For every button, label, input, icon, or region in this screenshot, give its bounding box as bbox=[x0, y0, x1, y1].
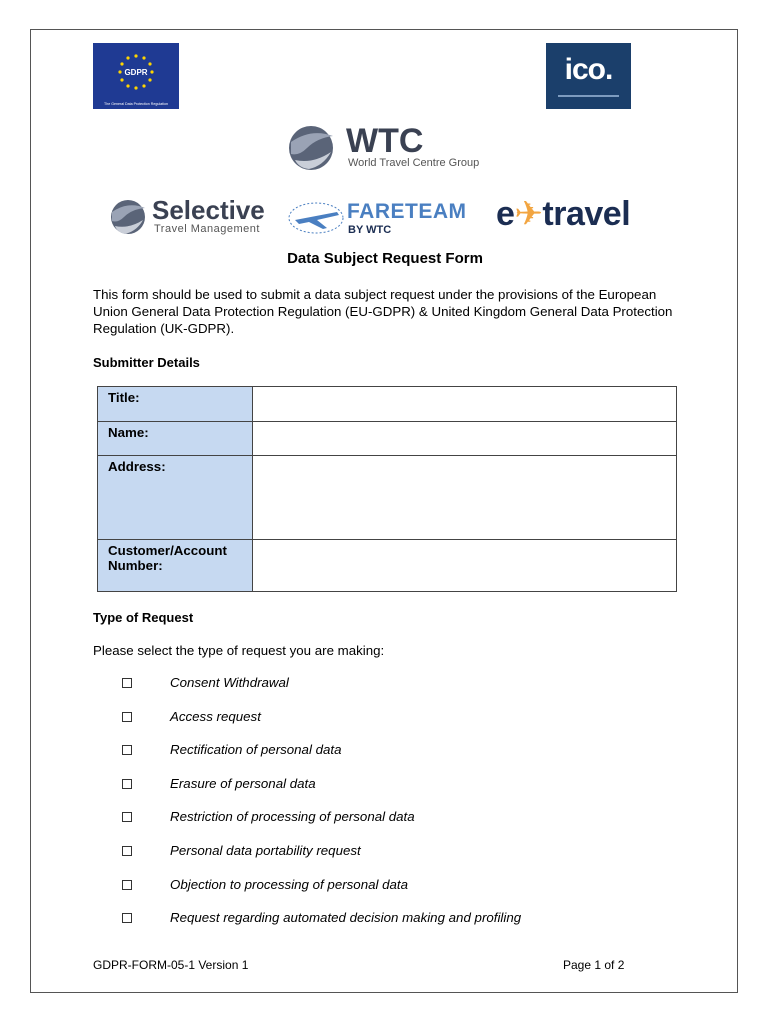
checkbox[interactable] bbox=[122, 745, 132, 755]
wtc-globe-icon bbox=[287, 122, 339, 172]
request-options-list bbox=[120, 675, 680, 944]
request-option-erasure[interactable] bbox=[120, 776, 680, 810]
fareteam-logo bbox=[287, 196, 487, 240]
wtc-logo-title: WTC bbox=[346, 122, 424, 160]
option-label: Restriction of processing of personal data bbox=[170, 809, 415, 825]
request-option-portability[interactable] bbox=[120, 843, 680, 877]
fareteam-logo-title: FARETEAM bbox=[347, 200, 467, 223]
ico-logo-strapline bbox=[558, 95, 619, 97]
etravel-logo bbox=[496, 194, 666, 238]
table-row bbox=[98, 540, 677, 592]
gdpr-logo-subtitle: The General Data Protection Regulation bbox=[104, 102, 168, 106]
ico-logo bbox=[546, 43, 631, 109]
request-option-objection[interactable] bbox=[120, 877, 680, 911]
selective-logo-subtitle: Travel Management bbox=[154, 223, 260, 235]
type-of-request-heading: Type of Request bbox=[93, 610, 194, 625]
request-prompt: Please select the type of request you are making: bbox=[93, 643, 385, 658]
form-intro: This form should be used to submit a data subject request under the provisions of the European Union General Data Protection Regulation (EU-GDPR) & United Kingdom General Data Protection Regulation (UK-GDPR). bbox=[93, 287, 673, 336]
wtc-logo-subtitle: World Travel Centre Group bbox=[348, 157, 480, 169]
etravel-logo-title bbox=[496, 194, 630, 234]
request-option-automated-decision[interactable] bbox=[120, 910, 680, 944]
name-field[interactable] bbox=[253, 422, 677, 456]
option-label: Erasure of personal data bbox=[170, 775, 316, 791]
wtc-logo bbox=[287, 122, 487, 172]
selective-globe-icon bbox=[108, 197, 148, 237]
option-label: Personal data portability request bbox=[170, 842, 361, 858]
request-option-restriction[interactable] bbox=[120, 809, 680, 843]
option-label: Request regarding automated decision making and profiling bbox=[170, 910, 522, 926]
table-row bbox=[98, 387, 677, 422]
form-title: Data Subject Request Form bbox=[287, 250, 483, 267]
form-id-footer: GDPR-FORM-05-1 Version 1 bbox=[93, 958, 249, 972]
etravel-suffix: travel bbox=[542, 195, 631, 233]
checkbox[interactable] bbox=[122, 846, 132, 856]
option-label: Rectification of personal data bbox=[170, 742, 342, 758]
checkbox[interactable] bbox=[122, 779, 132, 789]
request-option-consent-withdrawal[interactable] bbox=[120, 675, 680, 709]
ico-logo-text: ico. bbox=[564, 53, 613, 86]
selective-logo-title: Selective bbox=[152, 195, 265, 225]
gdpr-logo-text: GDPR bbox=[124, 68, 148, 77]
etravel-plane-icon: ✈ bbox=[514, 195, 543, 233]
field-label-title: Title: bbox=[98, 387, 253, 422]
checkbox[interactable] bbox=[122, 812, 132, 822]
gdpr-logo bbox=[93, 43, 179, 109]
checkbox[interactable] bbox=[122, 880, 132, 890]
request-option-access[interactable] bbox=[120, 709, 680, 743]
submitter-details-table bbox=[97, 386, 677, 592]
title-field[interactable] bbox=[253, 387, 677, 422]
submitter-details-heading: Submitter Details bbox=[93, 355, 200, 370]
option-label: Access request bbox=[170, 708, 261, 724]
table-row bbox=[98, 456, 677, 540]
request-option-rectification[interactable] bbox=[120, 742, 680, 776]
etravel-prefix: e bbox=[496, 195, 515, 233]
fareteam-logo-subtitle: BY WTC bbox=[348, 224, 392, 236]
field-label-address: Address: bbox=[98, 456, 253, 540]
selective-logo bbox=[108, 195, 278, 239]
checkbox[interactable] bbox=[122, 712, 132, 722]
checkbox[interactable] bbox=[122, 678, 132, 688]
address-field[interactable] bbox=[253, 456, 677, 540]
airplane-icon bbox=[287, 198, 345, 238]
field-label-customer-account: Customer/Account Number: bbox=[98, 540, 253, 592]
table-row bbox=[98, 422, 677, 456]
checkbox[interactable] bbox=[122, 913, 132, 923]
customer-account-field[interactable] bbox=[253, 540, 677, 592]
field-label-name: Name: bbox=[98, 422, 253, 456]
option-label: Objection to processing of personal data bbox=[170, 876, 409, 892]
option-label: Consent Withdrawal bbox=[170, 675, 289, 690]
page-number-footer: Page 1 of 2 bbox=[563, 958, 625, 972]
